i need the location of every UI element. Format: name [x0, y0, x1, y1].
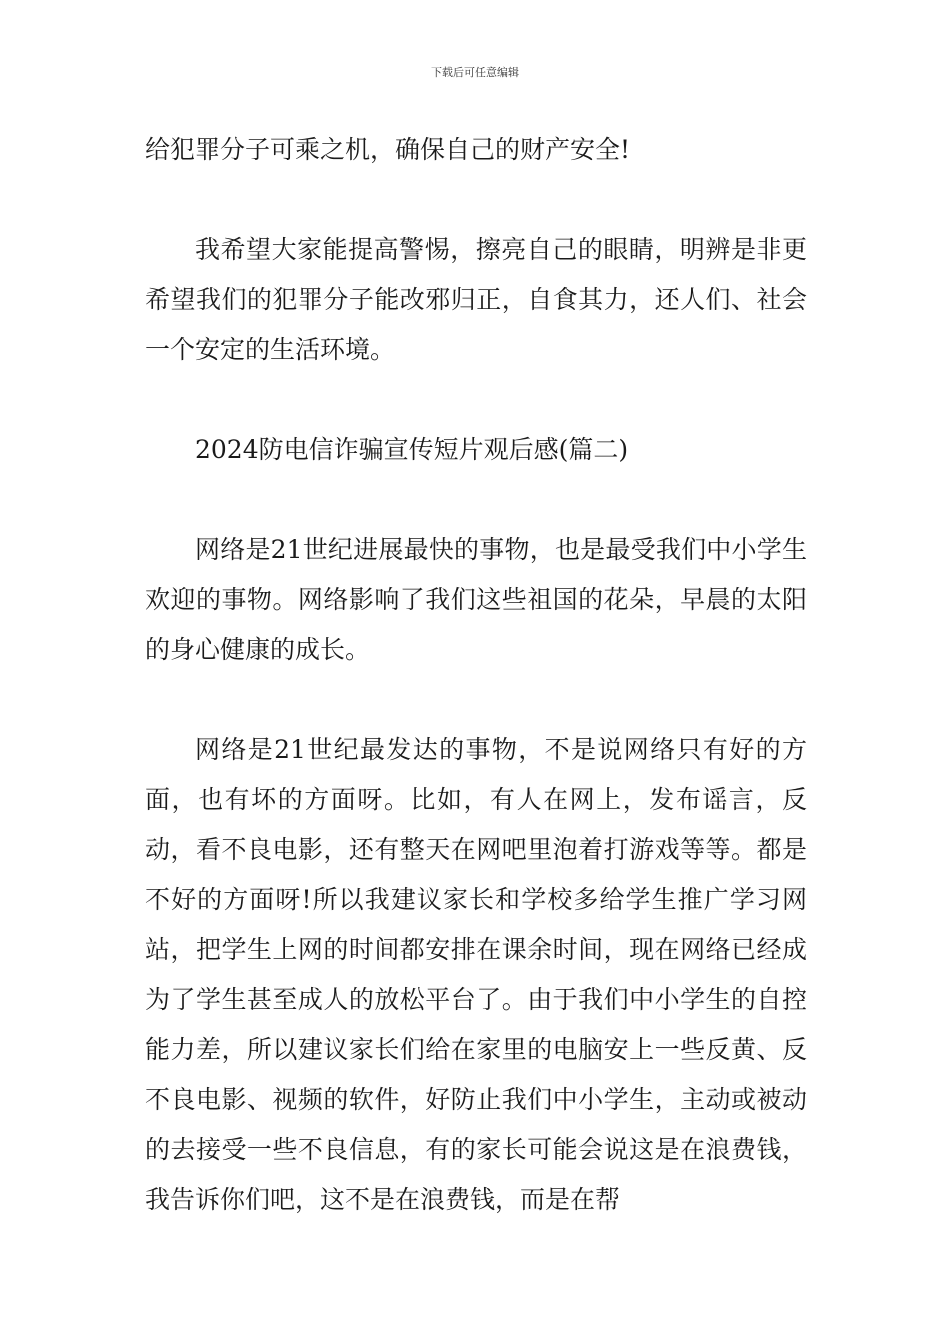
paragraph-continuation: 给犯罪分子可乘之机，确保自己的财产安全!: [145, 135, 631, 164]
paragraph-hope: 我希望大家能提高警惕，擦亮自己的眼睛，明辨是非更希望我们的犯罪分子能改邪归正，自食其力，还人们、社会一个安定的生活环境。: [145, 235, 807, 364]
paragraph-network-1: 网络是21世纪进展最快的事物，也是最受我们中小学生欢迎的事物。网络影响了我们这些祖国的花朵，早晨的太阳的身心健康的成长。: [145, 535, 807, 664]
paragraph-network-2: 网络是21世纪最发达的事物，不是说网络只有好的方面，也有坏的方面呀。比如，有人在网上，发布谣言，反动，看不良电影，还有整天在网吧里泡着打游戏等等。都是不好的方面呀!所以我建议家长和学校多给学生推广学习网站，把学生上网的时间都安排在课余时间，现在网络已经成为了学生甚至成人的放松平台了。由于我们中小学生的自控能力差，所以建议家长们给在家里的电脑安上一些反黄、反不良电影、视频的软件，好防止我们中小学生，主动或被动的去接受一些不良信息，有的家长可能会说这是在浪费钱，我告诉你们吧，这不是在浪费钱，而是在帮: [145, 735, 807, 1214]
section-title: 2024防电信诈骗宣传短片观后感(篇二): [195, 435, 629, 464]
header-note: 下载后可任意编辑: [431, 66, 519, 79]
